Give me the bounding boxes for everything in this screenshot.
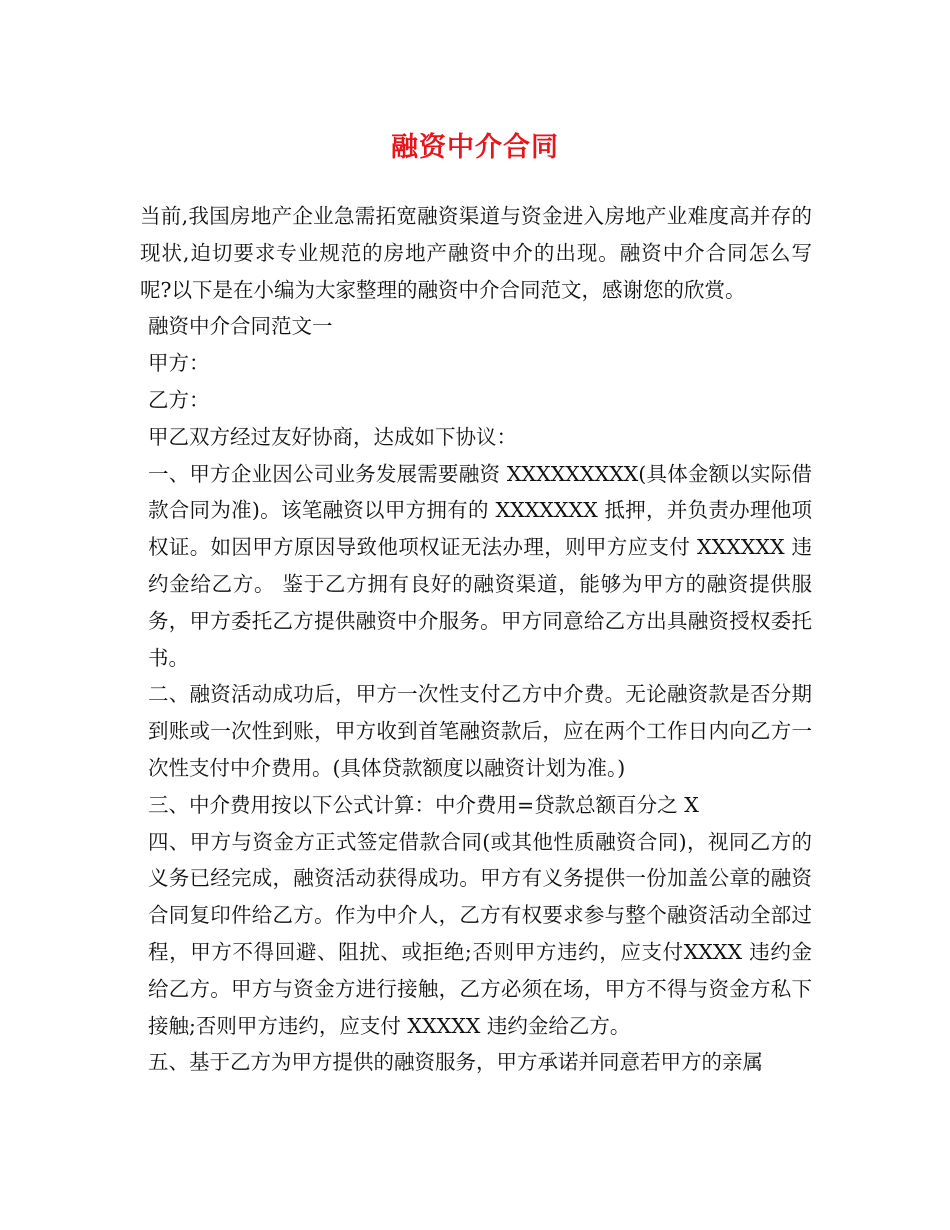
sample-heading: 融资中介合同范文一 — [148, 314, 333, 339]
agreement-intro: 甲乙双方经过友好协商，达成如下协议： — [148, 424, 517, 449]
intro-paragraph: 当前,我国房地产企业急需拓宽融资渠道与资金进入房地产业难度高并存的现状,迫切要求专业规范的房地产融资中介的出现。融资中介合同怎么写呢?以下是在小编为大家整理的融资中介合同范文，感谢您的欣赏。 — [140, 204, 812, 302]
party-b-line: 乙方： — [148, 387, 210, 412]
document-body — [140, 198, 812, 1081]
clause-4: 四、甲方与资金方正式签定借款合同(或其他性质融资合同)，视同乙方的义务已经完成，融资活动获得成功。甲方有义务提供一份加盖公章的融资合同复印件给乙方。作为中介人，乙方有权要求参与整个融资活动全部过程，甲方不得回避、阻扰、或拒绝;否则甲方违约，应支付XXXX 违约金给乙方。甲方与资金方进行接触，乙方必须在场，甲方不得与资金方私下接触;否则甲方违约，应支付 XXXXX 违约金给乙方。 — [148, 829, 812, 1038]
clause-1: 一、甲方企业因公司业务发展需要融资 XXXXXXXXX(具体金额以实际借款合同为准)。该笔融资以甲方拥有的 XXXXXXX 抵押，并负责办理他项权证。如因甲方原因导致他项权证无法办理，则甲方应支付 XXXXXX 违约金给乙方。 鉴于乙方拥有良好的融资渠道，能够为甲方的融资提供服务，甲方委托乙方提供融资中介服务。甲方同意给乙方出具融资授权委托书。 — [148, 461, 812, 670]
clause-3: 三、中介费用按以下公式计算：中介费用=贷款总额百分之 X — [148, 792, 699, 817]
clause-2: 二、融资活动成功后，甲方一次性支付乙方中介费。无论融资款是否分期到账或一次性到账，甲方收到首笔融资款后，应在两个工作日内向乙方一次性支付中介费用。(具体贷款额度以融资计划为准。) — [148, 682, 812, 780]
clause-5: 五、基于乙方为甲方提供的融资服务，甲方承诺并同意若甲方的亲属 — [148, 1050, 763, 1075]
party-a-line: 甲方： — [148, 351, 210, 376]
document-title: 融资中介合同 — [391, 132, 559, 163]
